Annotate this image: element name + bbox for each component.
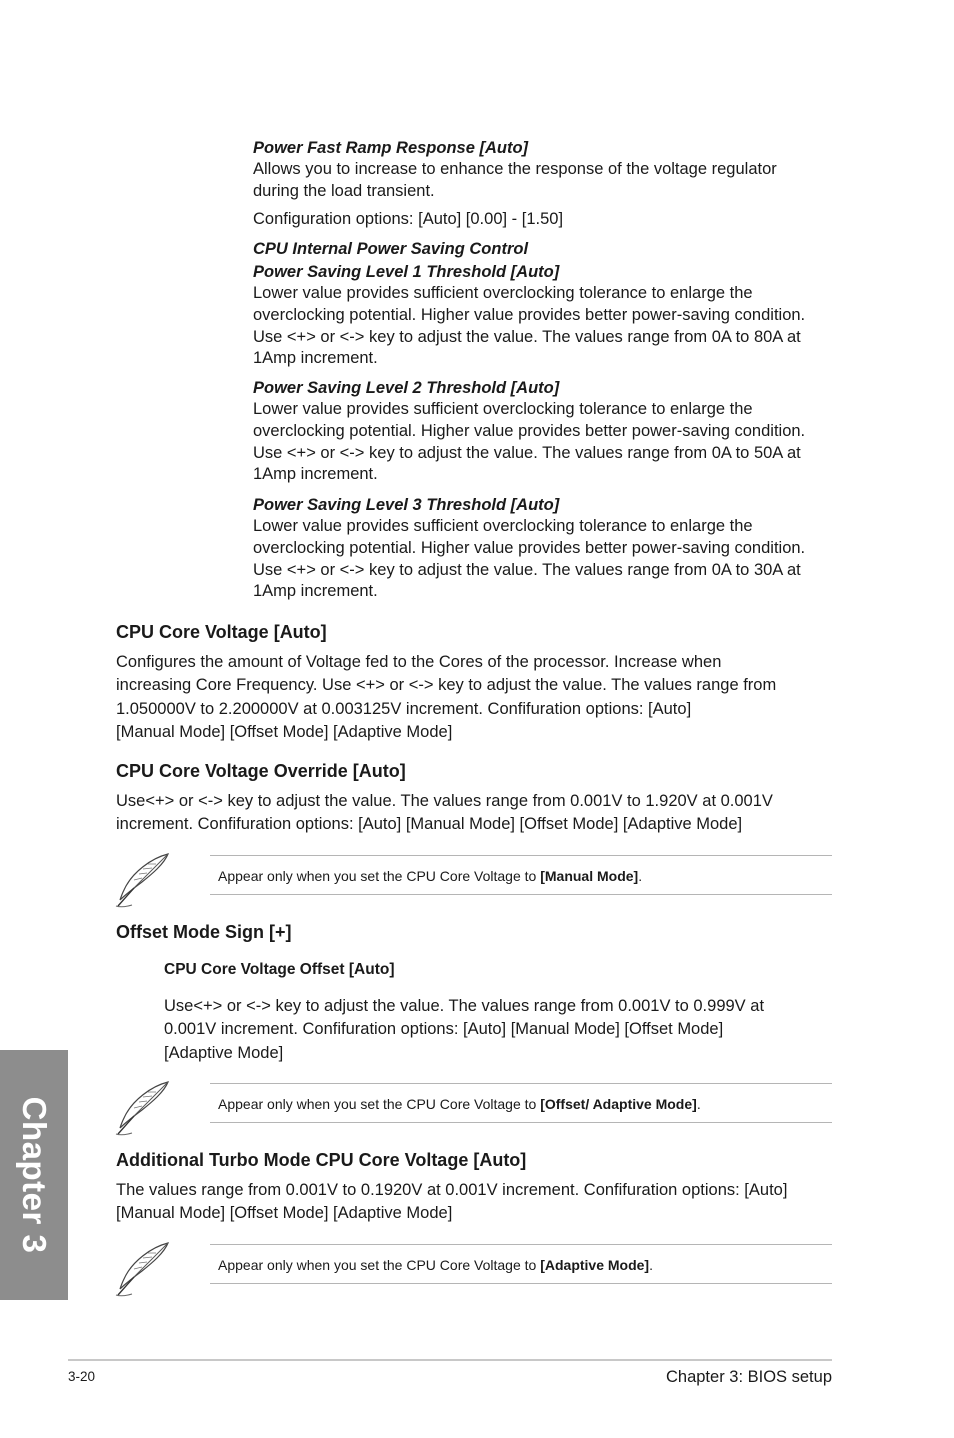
cpu-core-voltage-offset-title: CPU Core Voltage Offset [Auto] — [164, 961, 395, 978]
desc-line: Use<+> or <-> key to adjust the value. The values range from 0.001V to 1.920V at 0.001V — [116, 792, 773, 810]
desc-line: 1Amp increment. — [253, 349, 378, 368]
power-fast-ramp-options: Configuration options: [Auto] [0.00] - [1.50] — [253, 210, 564, 228]
desc-line: Use <+> or <-> key to adjust the value. The values range from 0A to 50A at — [253, 443, 801, 462]
footer-chapter-label: Chapter 3: BIOS setup — [665, 1368, 832, 1386]
cpu-core-voltage-desc — [116, 652, 776, 744]
additional-turbo-title: Additional Turbo Mode CPU Core Voltage [Auto] — [116, 1150, 527, 1170]
power-saving-level-2-title: Power Saving Level 2 Threshold [Auto] — [253, 379, 560, 397]
desc-line: Use <+> or <-> key to adjust the value. The values range from 0A to 80A at — [253, 327, 801, 346]
note-adaptive-mode — [112, 1239, 832, 1299]
cpu-core-voltage-override-desc — [116, 791, 773, 836]
desc-line: Lower value provides sufficient overclocking tolerance to enlarge the — [253, 284, 753, 302]
desc-line: 1Amp increment. — [253, 465, 378, 484]
desc-line: Use<+> or <-> key to adjust the value. The values range from 0.001V to 0.999V at — [164, 997, 765, 1015]
power-saving-level-3-title: Power Saving Level 3 Threshold [Auto] — [253, 496, 560, 514]
note-text-bold: [Offset/ Adaptive Mode] — [540, 1096, 697, 1112]
desc-line: Lower value provides sufficient overclocking tolerance to enlarge the — [253, 517, 753, 535]
feather-pen-icon — [112, 1078, 176, 1138]
chapter-tab-label: Chapter 3 — [16, 1096, 53, 1254]
desc-line: during the load transient. — [253, 181, 435, 200]
cpu-internal-power-saving-title: CPU Internal Power Saving Control — [253, 240, 529, 258]
note-text-tail: . — [696, 1096, 701, 1112]
desc-line: overclocking potential. Higher value provides better power-saving condition. — [253, 538, 806, 557]
desc-line: increment. Confifuration options: [Auto] [Manual Mode] [Offset Mode] [Adaptive Mode] — [116, 815, 743, 834]
feather-pen-icon — [112, 850, 176, 910]
offset-mode-sign-title: Offset Mode Sign [+] — [116, 922, 292, 942]
desc-line: The values range from 0.001V to 0.1920V at 0.001V increment. Confifuration options: [Auto] — [116, 1181, 788, 1199]
desc-line: Configures the amount of Voltage fed to the Cores of the processor. Increase when — [116, 653, 722, 671]
desc-line: Use <+> or <-> key to adjust the value. The values range from 0A to 30A at — [253, 560, 801, 579]
feather-pen-icon — [112, 1239, 176, 1299]
desc-line: increasing Core Frequency. Use <+> or <-> key to adjust the value. The values range from — [116, 676, 777, 695]
note-text-tail: . — [638, 868, 643, 884]
page-number: 3-20 — [68, 1369, 96, 1384]
power-saving-level-3 — [253, 494, 805, 603]
power-saving-level-2 — [253, 377, 805, 486]
note-text — [210, 1244, 832, 1284]
desc-line: [Manual Mode] [Offset Mode] [Adaptive Mode] — [116, 722, 453, 741]
desc-line: overclocking potential. Higher value provides better power-saving condition. — [253, 305, 806, 324]
desc-line: 1.050000V to 2.200000V at 0.003125V increment. Confifuration options: [Auto] — [116, 699, 692, 718]
power-saving-level-1 — [253, 261, 805, 370]
chapter-side-tab — [0, 1050, 68, 1300]
note-text-bold: [Adaptive Mode] — [540, 1257, 650, 1273]
footer-divider — [68, 1359, 832, 1361]
note-offset-adaptive-mode — [112, 1078, 832, 1138]
cpu-core-voltage-offset-desc — [164, 996, 764, 1064]
desc-line: overclocking potential. Higher value provides better power-saving condition. — [253, 421, 806, 440]
note-text-tail: . — [649, 1257, 653, 1273]
cpu-core-voltage-override-title: CPU Core Voltage Override [Auto] — [116, 761, 406, 781]
desc-line: 0.001V increment. Confifuration options: [Auto] [Manual Mode] [Offset Mode] — [164, 1020, 724, 1039]
desc-line: [Adaptive Mode] — [164, 1043, 284, 1062]
additional-turbo-desc — [116, 1180, 787, 1225]
power-fast-ramp-desc — [253, 159, 777, 203]
note-manual-mode — [112, 850, 832, 910]
power-saving-level-1-title: Power Saving Level 1 Threshold [Auto] — [253, 263, 560, 281]
desc-line: 1Amp increment. — [253, 582, 378, 601]
note-text-main: Appear only when you set the CPU Core Voltage to — [218, 1096, 541, 1112]
desc-line: [Manual Mode] [Offset Mode] [Adaptive Mode] — [116, 1204, 453, 1223]
note-text — [210, 1083, 832, 1123]
power-fast-ramp-title: Power Fast Ramp Response [Auto] — [253, 139, 529, 157]
desc-line: Allows you to increase to enhance the response of the voltage regulator — [253, 160, 777, 178]
note-text-main: Appear only when you set the CPU Core Voltage to — [218, 1257, 541, 1273]
cpu-core-voltage-title: CPU Core Voltage [Auto] — [116, 622, 327, 642]
note-text-bold: [Manual Mode] — [540, 868, 639, 884]
note-text — [210, 855, 832, 895]
desc-line: Lower value provides sufficient overclocking tolerance to enlarge the — [253, 400, 753, 418]
note-text-main: Appear only when you set the CPU Core Voltage to — [218, 868, 541, 884]
